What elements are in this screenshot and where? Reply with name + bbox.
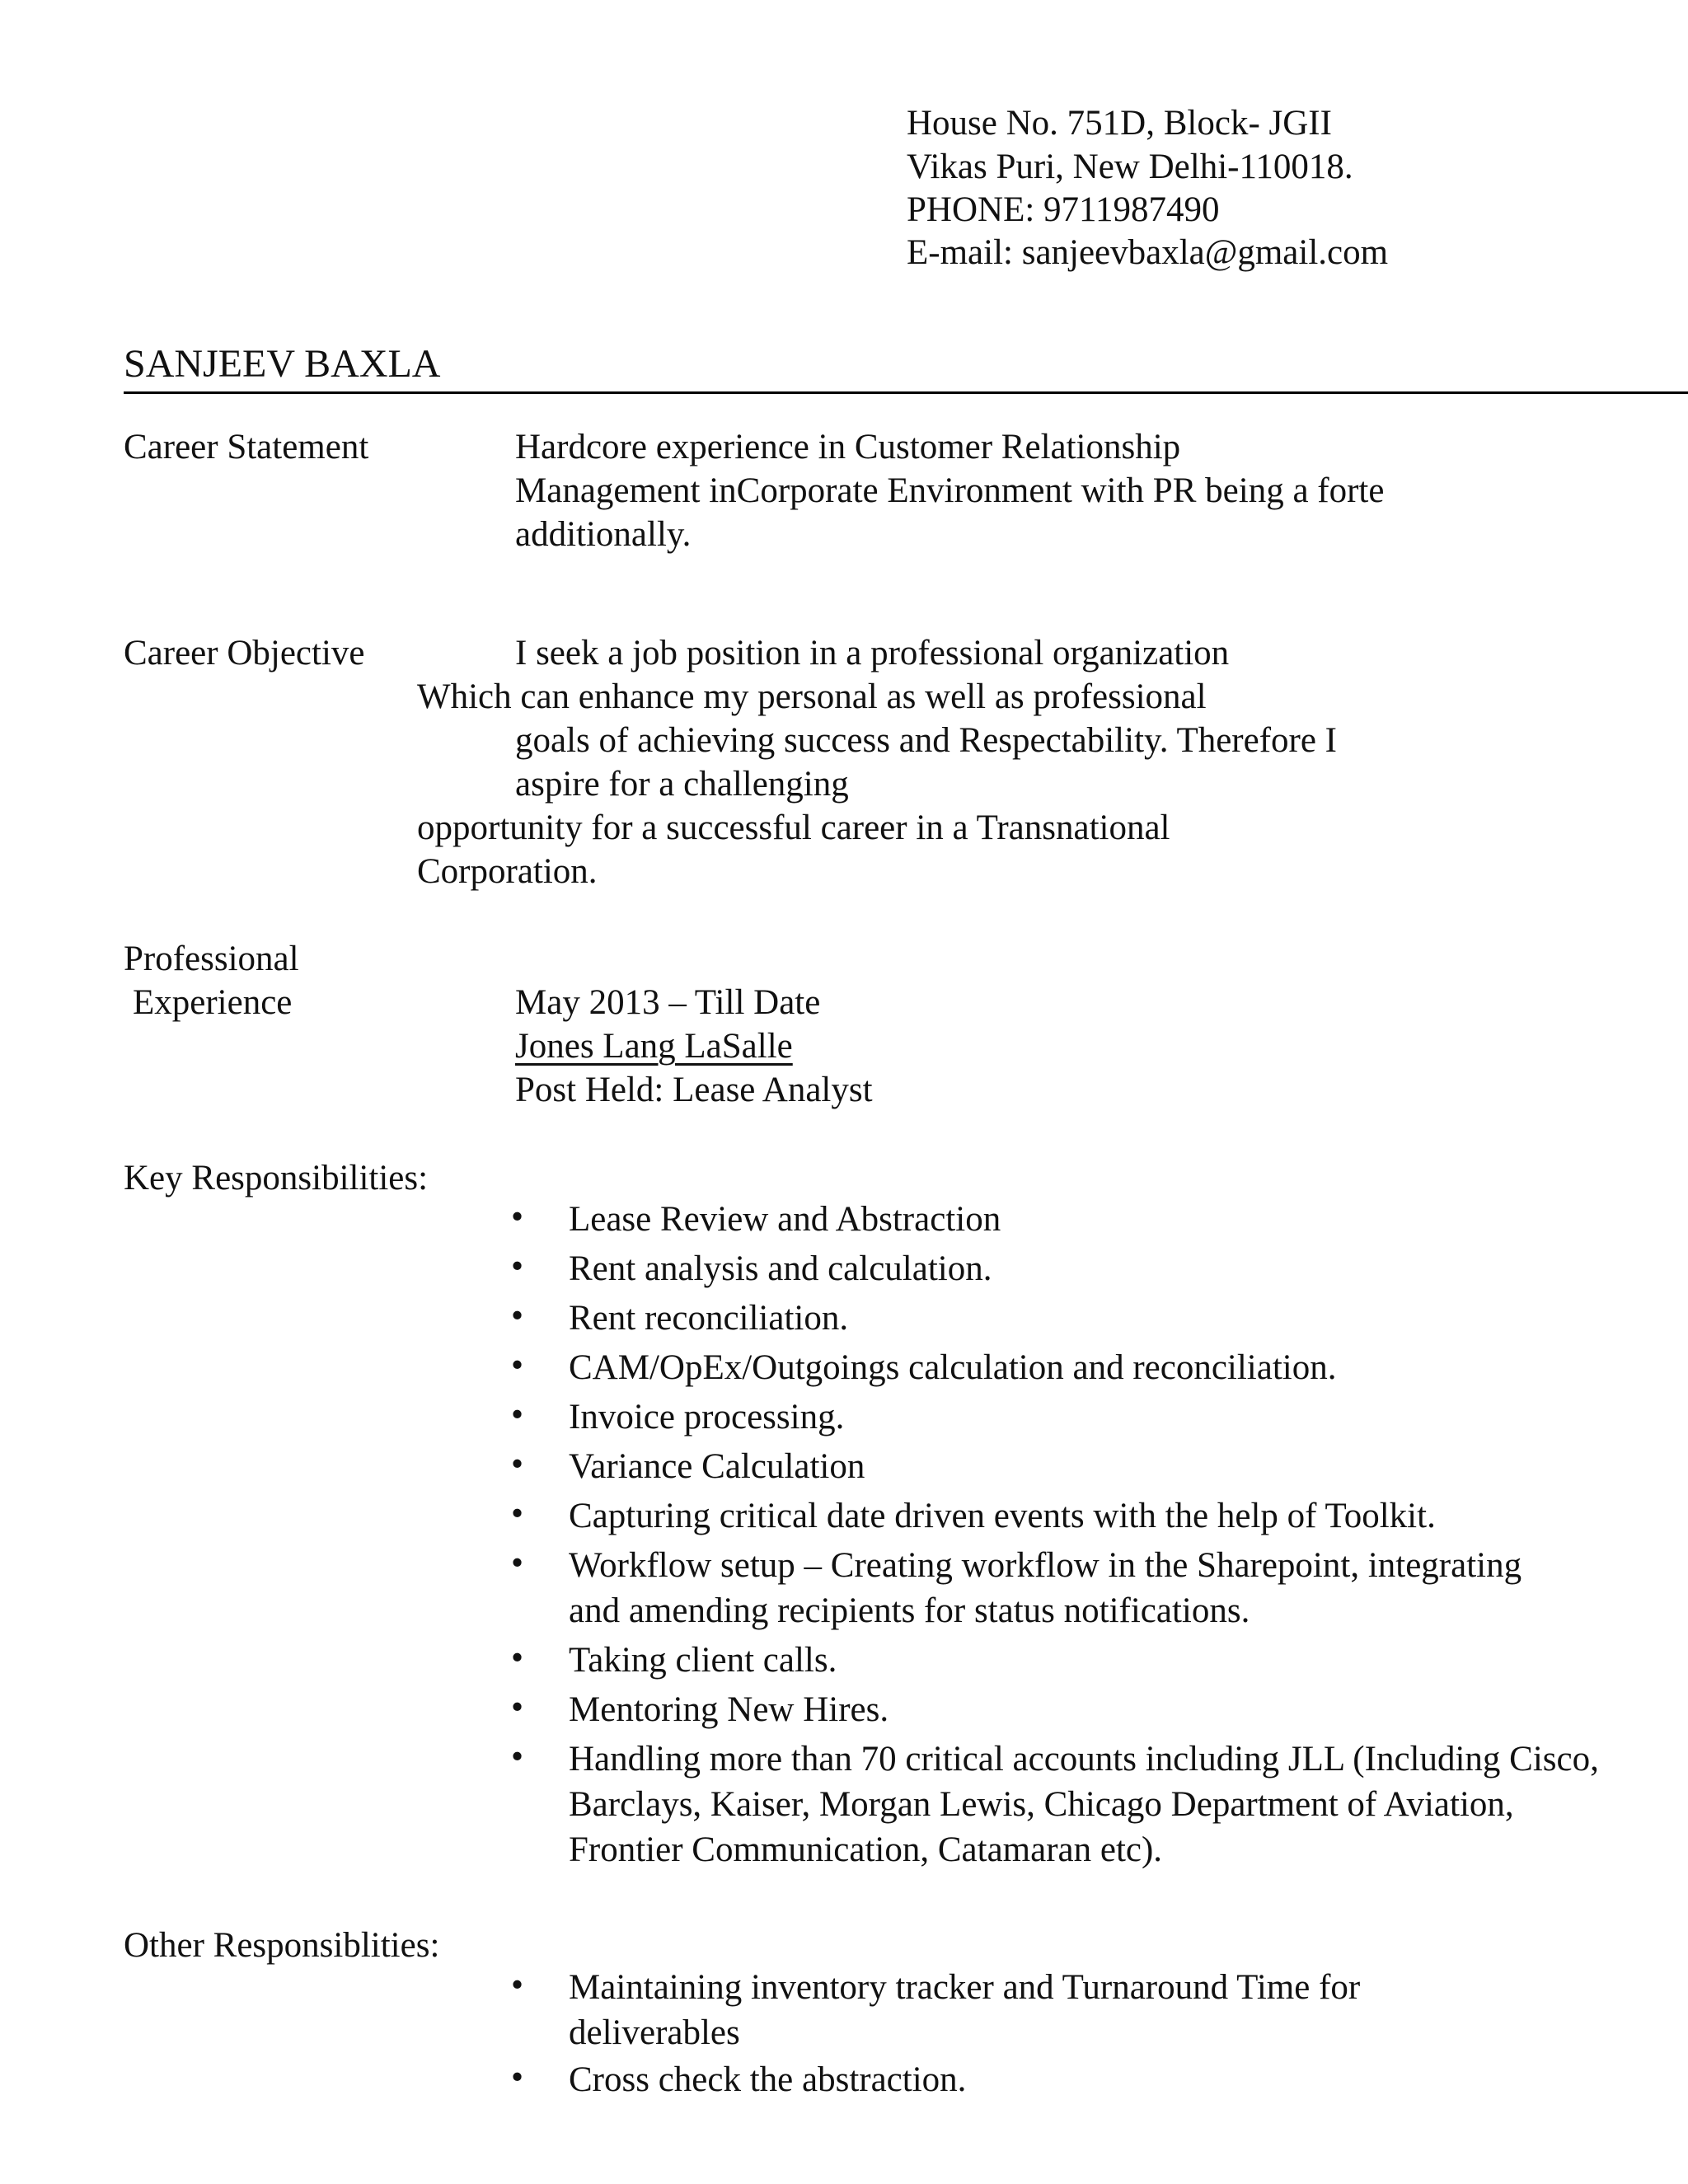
experience-company: Jones Lang LaSalle	[515, 1027, 793, 1066]
bullet-icon: •	[511, 1247, 524, 1286]
contact-address-line1: House No. 751D, Block- JGII	[907, 104, 1332, 143]
bullet-icon: •	[511, 1966, 524, 2004]
bullet-icon: •	[511, 1494, 524, 1533]
bullet-icon: •	[511, 1395, 524, 1434]
career-statement-line: Hardcore experience in Customer Relationship	[515, 428, 1181, 466]
career-objective-line: Corporation.	[417, 852, 598, 891]
bullet-icon: •	[511, 1638, 524, 1677]
career-statement-label: Career Statement	[124, 428, 369, 466]
bullet-icon: •	[511, 1445, 524, 1483]
experience-label: Experience	[133, 983, 293, 1022]
career-objective-line: Which can enhance my personal as well as professional	[417, 677, 1207, 716]
career-statement-line: Management inCorporate Environment with PR being a forte	[515, 471, 1385, 510]
career-objective-line: goals of achieving success and Respectability. Therefore I	[515, 721, 1337, 760]
key-responsibilities-label: Key Responsibilities:	[124, 1159, 429, 1197]
bullet-icon: •	[511, 1296, 524, 1335]
career-objective-label: Career Objective	[124, 634, 365, 673]
bullet-icon: •	[511, 1544, 524, 1582]
bullet-icon: •	[511, 1688, 524, 1727]
other-responsibilities-label: Other Responsiblities:	[124, 1926, 440, 1965]
career-statement-line: additionally.	[515, 515, 692, 554]
candidate-name: SANJEEV BAXLA	[124, 342, 441, 386]
career-objective-line: opportunity for a successful career in a Transnational	[417, 808, 1170, 847]
contact-email: E-mail: sanjeevbaxla@gmail.com	[907, 233, 1389, 272]
name-divider	[124, 391, 1688, 394]
bullet-icon: •	[511, 1346, 524, 1385]
bullet-icon: •	[511, 1197, 524, 1236]
career-objective-line: aspire for a challenging	[515, 765, 849, 804]
experience-label: Professional	[124, 940, 299, 978]
contact-address-line2: Vikas Puri, New Delhi-110018.	[907, 148, 1353, 186]
experience-post: Post Held: Lease Analyst	[515, 1071, 873, 1109]
bullet-icon: •	[511, 1737, 524, 1776]
career-objective-line: I seek a job position in a professional organization	[515, 634, 1230, 673]
contact-phone: PHONE: 9711987490	[907, 190, 1220, 229]
bullet-icon: •	[511, 2058, 524, 2097]
experience-period: May 2013 – Till Date	[515, 983, 821, 1022]
